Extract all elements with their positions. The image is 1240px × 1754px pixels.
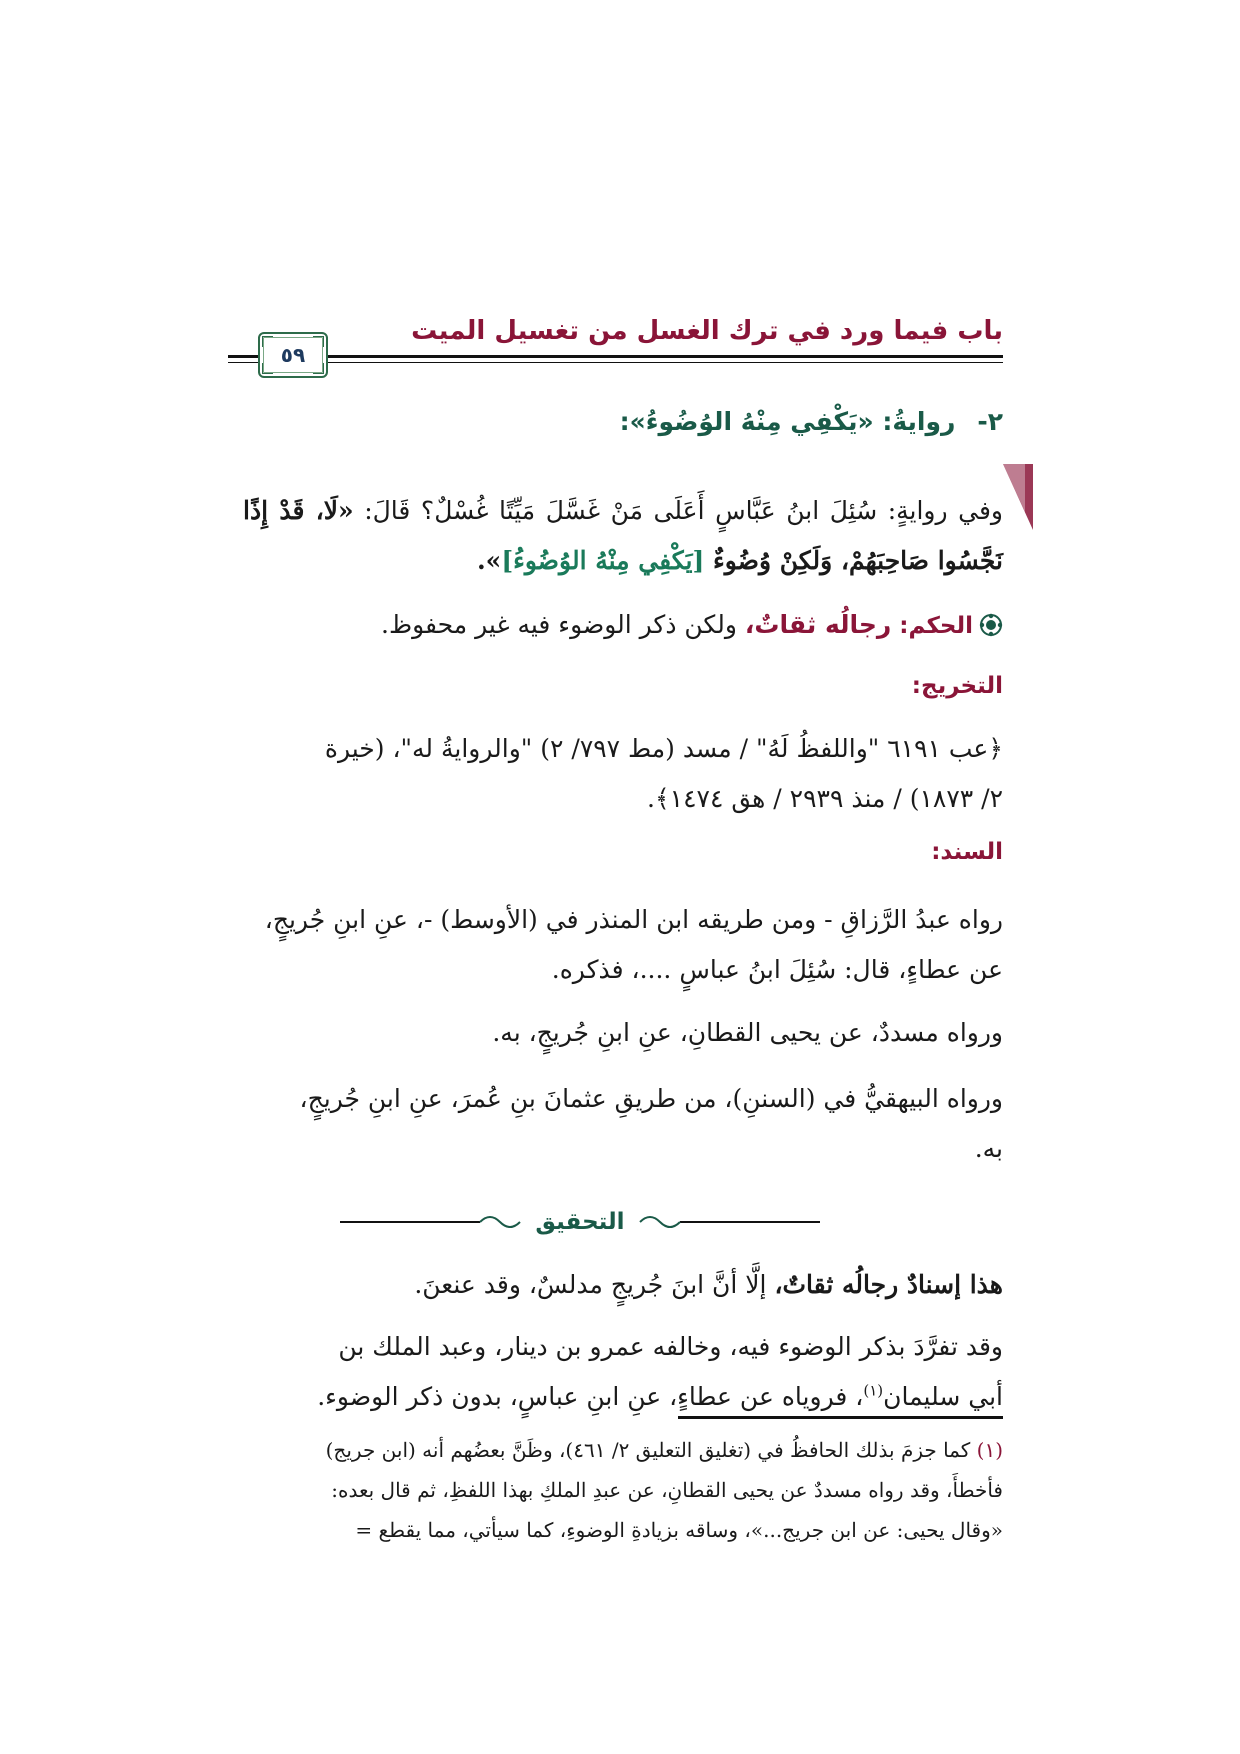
sanad-p3-line-2: به.	[974, 1134, 1003, 1163]
tahqiq-divider	[330, 1204, 830, 1240]
section-title: روايةُ: «يَكْفِي مِنْهُ الوُضُوءُ»:	[619, 407, 956, 436]
sanad-paragraph-3	[223, 1074, 1003, 1174]
footnote	[223, 1430, 1003, 1550]
hadith-quote-end: ».	[476, 546, 502, 575]
running-title: باب فيما ورد في ترك الغسل من تغسيل الميت	[411, 316, 1003, 346]
footnote-text-1: كما جزمَ بذلك الحافظُ في (تغليق التعليق ٢/ ٤٦١)، وظَنَّ بعضُهم أنه (ابن جريج)	[325, 1438, 977, 1462]
ruling-label: الحكم:	[899, 613, 973, 639]
takhrij-line-2: ٢/ ١٨٧٣) / منذ ٢٩٣٩ / هق ١٤٧٤﴾.	[647, 784, 1003, 813]
sanad-paragraph-2	[223, 1008, 1003, 1058]
hadith-intro: وفي روايةٍ: سُئِلَ ابنُ عَبَّاسٍ أَعَلَى مَنْ غَسَّلَ مَيِّتًا غُسْلٌ؟ قَالَ:	[353, 496, 1003, 525]
flower-ornament-icon	[979, 613, 1003, 637]
tahqiq-p2-rest: ، فروياه عن عطاءٍ، عنِ ابنِ عباسٍ، بدون ذكر الوضوء.	[317, 1382, 864, 1411]
footnote-number: (١)	[976, 1438, 1003, 1462]
sanad-paragraph-1	[223, 895, 1003, 995]
tahqiq-p2-line-1: وقد تفرَّدَ بذكر الوضوء فيه، وخالفه عمرو بن دينار، وعبد الملك بن	[338, 1332, 1003, 1361]
tahqiq-title: التحقيق	[535, 1209, 625, 1235]
ruling-rest: ولكن ذكر الوضوء فيه غير محفوظ.	[381, 610, 745, 639]
ruling-line	[223, 600, 1003, 651]
ruling-verdict: رجالُه ثقاتٌ،	[744, 610, 892, 639]
footnote-line-2: فأخطأَ، وقد رواه مسددٌ عن يحيى القطانِ، عن عبدِ الملكِ بهذا اللفظِ، ثم قال بعده:	[331, 1478, 1003, 1502]
sanad-p3-line-1: ورواه البيهقيُّ في (السننِ)، من طريقِ عثمانَ بنِ عُمرَ، عنِ ابنِ جُريجٍ،	[299, 1084, 1003, 1113]
tahqiq-paragraph-2	[223, 1322, 1003, 1422]
footnote-rule	[678, 1416, 1003, 1419]
header-rule-top	[228, 355, 1003, 358]
footnote-line-1	[223, 1430, 1003, 1470]
tahqiq-p1-rest: إلَّا أنَّ ابنَ جُريجٍ مدلسٌ، وقد عنعنَ.	[414, 1270, 775, 1299]
tahqiq-paragraph-1	[223, 1260, 1003, 1310]
takhrij-label: التخريج:	[911, 673, 1003, 699]
sanad-p1-line-1: رواه عبدُ الرَّزاقِ - ومن طريقه ابن المنذر في (الأوسط) -، عنِ ابنِ جُريجٍ،	[264, 905, 1003, 934]
sanad-label: السند:	[931, 839, 1003, 865]
takhrij-refs	[223, 724, 1003, 824]
footnote-reference[interactable]: (١)	[863, 1381, 884, 1400]
tahqiq-p1-bold: هذا إسنادٌ رجالُه ثقاتٌ،	[774, 1270, 1003, 1299]
hadith-quote: «لَا، قَدْ إِذًا نَجَّسُوا صَاحِبَهُمْ، وَلَكِنْ وُضُوءٌ	[243, 496, 1003, 575]
sanad-p1-line-2: عن عطاءٍ، قال: سُئِلَ ابنُ عباسٍ ....، فذكره.	[551, 955, 1003, 984]
header-rule-bottom	[228, 362, 1003, 363]
page-number: ٥٩	[280, 343, 306, 367]
takhrij-label-line	[223, 660, 1003, 711]
sanad-label-line	[223, 826, 1003, 877]
tahqiq-p2-line-2	[223, 1372, 1003, 1422]
page-header	[228, 312, 1003, 382]
tahqiq-p2-name: أبي سليمان	[883, 1382, 1003, 1411]
section-number: ٢-	[977, 407, 1003, 436]
hadith-text	[243, 486, 1003, 586]
footnote-line-3: «وقال يحيى: عن ابن جريج...»، وساقه بزيادةِ الوضوءِ، كما سيأتي، مما يقطع =	[355, 1518, 1003, 1542]
takhrij-line-1: ﴿عب ٦١٩١ "واللفظُ لَهُ" / مسد (مط ٧٩٧/ ٢) "والروايةُ له"، (خيرة	[324, 734, 1003, 763]
section-heading	[223, 400, 1003, 444]
page-number-badge	[258, 332, 328, 378]
hadith-addition: [يَكْفِي مِنْهُ الوُضُوءُ]	[501, 546, 705, 575]
corner-ornament-icon	[1003, 464, 1033, 530]
sanad-p2: ورواه مسددٌ، عن يحيى القطانِ، عنِ ابنِ جُريجٍ، به.	[492, 1018, 1003, 1047]
